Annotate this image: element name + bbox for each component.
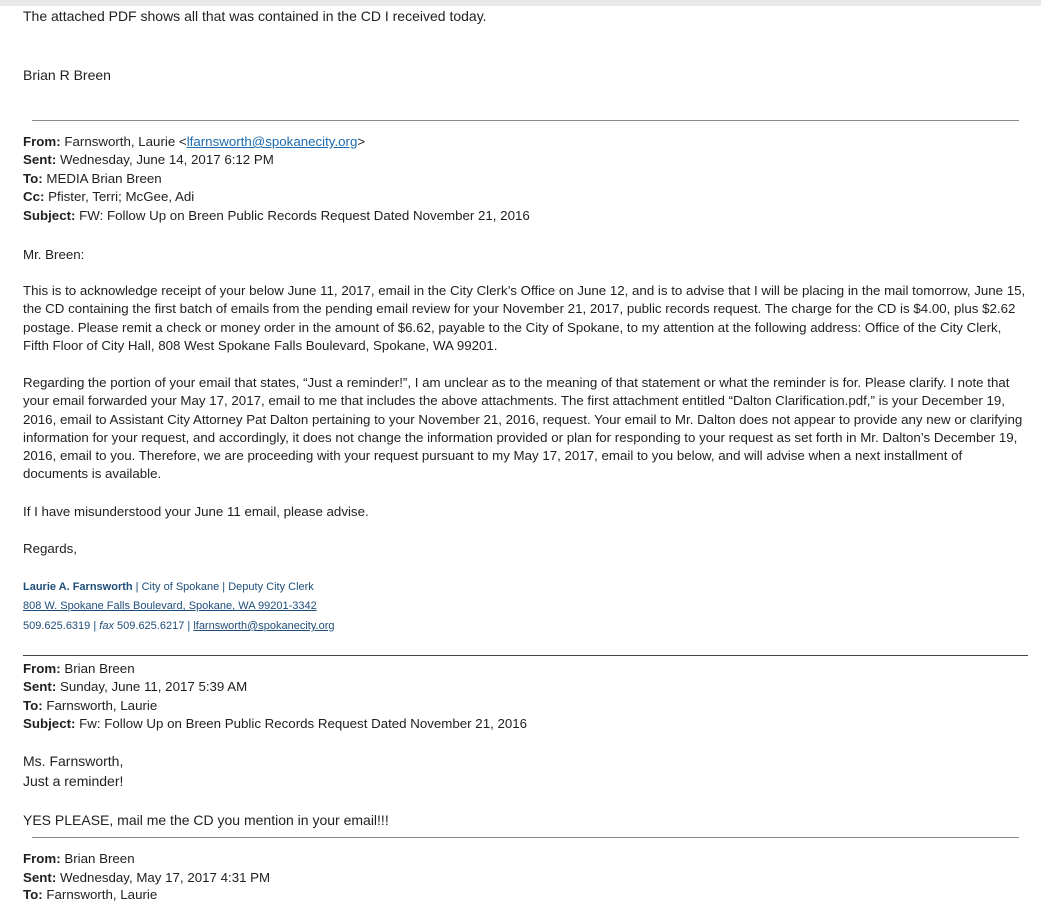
from-close: >: [357, 134, 366, 149]
divider-3: [32, 837, 1019, 838]
email1-paragraph-3: If I have misunderstood your June 11 email, please advise.: [23, 504, 369, 519]
signature-email-link[interactable]: lfarnsworth@spokanecity.org: [193, 620, 335, 632]
divider-2: [23, 655, 1028, 656]
signature-fax: 509.625.6217: [117, 620, 185, 632]
email1-greeting: Mr. Breen:: [23, 247, 85, 262]
email1-subject-row: [23, 207, 530, 225]
subject-value: FW: Follow Up on Breen Public Records Request Dated November 21, 2016: [79, 208, 530, 223]
email3-to-row: [23, 886, 157, 904]
subject-label: Subject:: [23, 716, 76, 731]
from-label: From:: [23, 661, 61, 676]
signature-line-1: [23, 578, 314, 598]
cc-label: Cc:: [23, 189, 45, 204]
email1-closing: Regards,: [23, 541, 77, 556]
signature-sep: |: [90, 620, 100, 632]
to-value: MEDIA Brian Breen: [46, 171, 162, 186]
to-label: To:: [23, 698, 43, 713]
email1-cc-row: [23, 188, 194, 206]
sender-signature-name: Brian R Breen: [23, 67, 111, 83]
subject-value: Fw: Follow Up on Breen Public Records Request Dated November 21, 2016: [79, 716, 528, 731]
email2-sent-row: [23, 678, 247, 696]
email1-sent-row: [23, 151, 274, 169]
to-value: Farnsworth, Laurie: [46, 887, 158, 902]
signature-name: Laurie A. Farnsworth: [23, 581, 133, 593]
subject-label: Subject:: [23, 208, 76, 223]
sent-value: Sunday, June 11, 2017 5:39 AM: [59, 679, 248, 694]
email1-paragraph-1: This is to acknowledge receipt of your below June 11, 2017, email in the City Clerk’s Office on June 12, and is to advise that I will be placing in the mail tomorrow, June 15, the CD containing the first batch of emails from the pending email review for your November 21, 2017, public records request. The charge for the CD is $4.00, plus $2.62 postage. Please remit a check or money order in the amount of $6.62, payable to the City of Spokane, to my attention at the following address: Office of the City Clerk, Fifth Floor of City Hall, 808 West Spokane Falls Boulevard, Spokane, WA 99201.: [23, 283, 1026, 353]
email1-to-row: [23, 170, 162, 188]
email2-line-2: YES PLEASE, mail me the CD you mention in your email!!!: [23, 812, 389, 828]
to-label: To:: [23, 887, 43, 902]
signature-sep: |: [184, 620, 194, 632]
email2-from-row: [23, 660, 135, 678]
signature-phone: 509.625.6319: [23, 620, 91, 632]
sent-value: Wednesday, May 17, 2017 4:31 PM: [59, 870, 271, 885]
signature-line-3: [23, 617, 335, 637]
email2-line-1: Just a reminder!: [23, 773, 124, 789]
divider-1: [32, 120, 1019, 121]
email2-to-row: [23, 697, 157, 715]
signature-sep: |: [132, 581, 142, 593]
from-value: Farnsworth, Laurie <: [64, 134, 187, 149]
signature-title: Deputy City Clerk: [228, 581, 314, 593]
sent-label: Sent:: [23, 870, 57, 885]
sent-label: Sent:: [23, 152, 57, 167]
cc-value: Pfister, Terri; McGee, Adi: [48, 189, 195, 204]
signature-fax-label: fax: [99, 620, 114, 632]
from-value: Brian Breen: [64, 851, 135, 866]
email3-from-row: [23, 850, 135, 868]
signature-org: City of Spokane: [141, 581, 220, 593]
email1-from-row: [23, 133, 365, 151]
from-label: From:: [23, 134, 61, 149]
signature-address[interactable]: 808 W. Spokane Falls Boulevard, Spokane, WA 99201-3342: [23, 600, 317, 612]
from-label: From:: [23, 851, 61, 866]
from-email-link[interactable]: lfarnsworth@spokanecity.org: [186, 134, 358, 149]
email3-sent-row: [23, 869, 270, 887]
email1-paragraph-2: Regarding the portion of your email that states, “Just a reminder!”, I am unclear as to the meaning of that statement or what the reminder is for. Please clarify. I note that your email forwarded your May 17, 2017, email to me that includes the above attachments. The first attachment entitled “Dalton Clarification.pdf,” is your December 19, 2016, email to Assistant City Attorney Pat Dalton pertaining to your November 21, 2016, request. Your email to Mr. Dalton does not appear to provide any new or clarifying information for your request, and accordingly, it does not change the information provided or plan for responding to your request as set forth in Mr. Dalton’s December 19, 2016, email to you. Therefore, we are proceeding with your request pursuant to my May 17, 2017, email to you below, and will advise when a next installment of documents is available.: [23, 375, 1023, 482]
to-value: Farnsworth, Laurie: [46, 698, 158, 713]
email2-greeting: Ms. Farnsworth,: [23, 753, 124, 769]
top-strip: [0, 0, 1041, 6]
from-value: Brian Breen: [64, 661, 135, 676]
sent-value: Wednesday, June 14, 2017 6:12 PM: [59, 152, 274, 167]
signature-sep: |: [219, 581, 229, 593]
to-label: To:: [23, 171, 43, 186]
sent-label: Sent:: [23, 679, 57, 694]
intro-line: The attached PDF shows all that was contained in the CD I received today.: [23, 8, 487, 24]
email2-subject-row: [23, 715, 527, 733]
